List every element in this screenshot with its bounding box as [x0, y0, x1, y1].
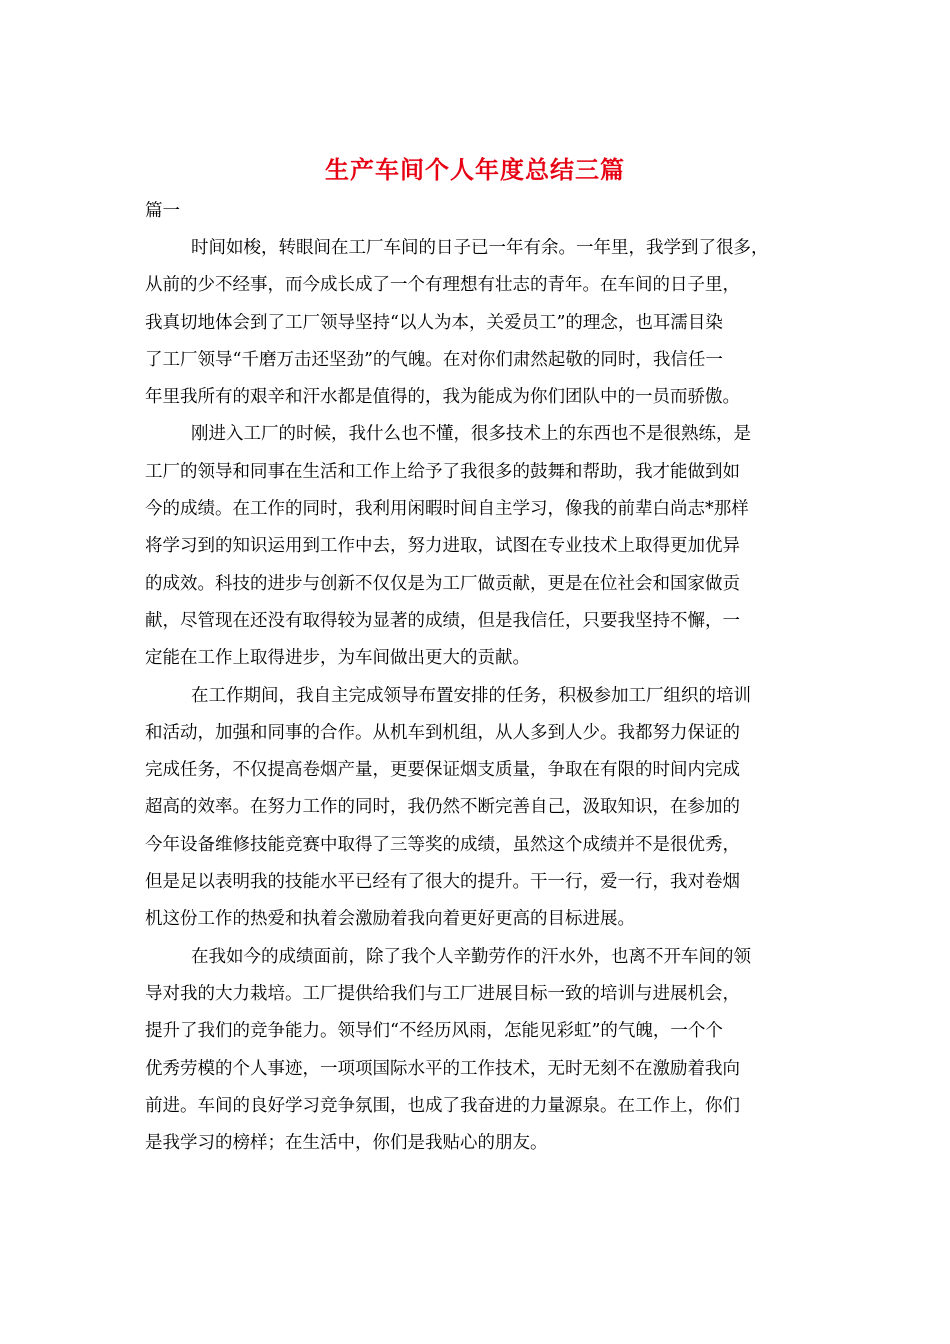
text-line: 前进。车间的良好学习竞争氛围，也成了我奋进的力量源泉。在工作上，你们 — [145, 1095, 740, 1116]
text-line: 和活动，加强和同事的合作。从机车到机组，从人多到人少。我都努力保证的 — [145, 722, 740, 743]
text-line: 我真切地体会到了工厂领导坚持“以人为本，关爱员工”的理念，也耳濡目染 — [145, 312, 723, 333]
text-line: 献，尽管现在还没有取得较为显著的成绩，但是我信任，只要我坚持不懈，一 — [145, 610, 740, 631]
text-line: 导对我的大力栽培。工厂提供给我们与工厂进展目标一致的培训与进展机会， — [145, 983, 740, 1004]
text-line: 时间如梭，转眼间在工厂车间的日子已一年有余。一年里，我学到了很多， — [191, 238, 769, 258]
text-line: 在我如今的成绩面前，除了我个人辛勤劳作的汗水外，也离不开车间的领 — [191, 946, 751, 967]
text-line: 将学习到的知识运用到工作中去，努力进取，试图在专业技术上取得更加优异 — [145, 536, 740, 557]
text-line: 工厂的领导和同事在生活和工作上给予了我很多的鼓舞和帮助，我才能做到如 — [145, 461, 740, 482]
text-line: 了工厂领导“千磨万击还坚劲”的气魄。在对你们肃然起敬的同时，我信任一 — [145, 349, 723, 370]
text-line: 的成效。科技的进步与创新不仅仅是为工厂做贡献，更是在位社会和国家做贡 — [145, 573, 740, 594]
text-line: 完成任务，不仅提高卷烟产量，更要保证烟支质量，争取在有限的时间内完成 — [145, 760, 740, 781]
text-line: 是我学习的榜样；在生活中，你们是我贴心的朋友。 — [145, 1133, 548, 1154]
text-line: 在工作期间，我自主完成领导布置安排的任务，积极参加工厂组织的培训 — [191, 685, 751, 706]
paragraph — [145, 678, 815, 939]
text-line: 优秀劳模的个人事迹，一项项国际水平的工作技术，无时无刻不在激励着我向 — [145, 1058, 740, 1079]
document-title: 生产车间个人年度总结三篇 — [325, 156, 625, 184]
text-line: 超高的效率。在努力工作的同时，我仍然不断完善自己，汲取知识，在参加的 — [145, 797, 740, 818]
paragraph — [145, 939, 815, 1163]
text-line: 机这份工作的热爱和执着会激励着我向着更好更高的目标进展。 — [145, 909, 635, 930]
paragraph — [145, 230, 815, 416]
paragraph — [145, 416, 815, 677]
text-line: 刚进入工厂的时候，我什么也不懂，很多技术上的东西也不是很熟练，是 — [191, 424, 751, 445]
text-line: 今年设备维修技能竞赛中取得了三等奖的成绩，虽然这个成绩并不是很优秀， — [145, 834, 740, 855]
section-label: 篇一 — [145, 201, 180, 221]
text-line: 但是足以表明我的技能水平已经有了很大的提升。干一行，爱一行，我对卷烟 — [145, 872, 740, 893]
text-line: 提升了我们的竞争能力。领导们“不经历风雨，怎能见彩虹”的气魄，一个个 — [145, 1021, 723, 1042]
document-body — [145, 230, 815, 1162]
text-line: 今的成绩。在工作的同时，我利用闲暇时间自主学习，像我的前辈白尚志*那样 — [145, 499, 749, 520]
text-line: 定能在工作上取得进步，为车间做出更大的贡献。 — [145, 648, 530, 669]
text-line: 从前的少不经事，而今成长成了一个有理想有壮志的青年。在车间的日子里， — [145, 275, 740, 296]
text-line: 年里我所有的艰辛和汗水都是值得的，我为能成为你们团队中的一员而骄傲。 — [145, 387, 740, 408]
